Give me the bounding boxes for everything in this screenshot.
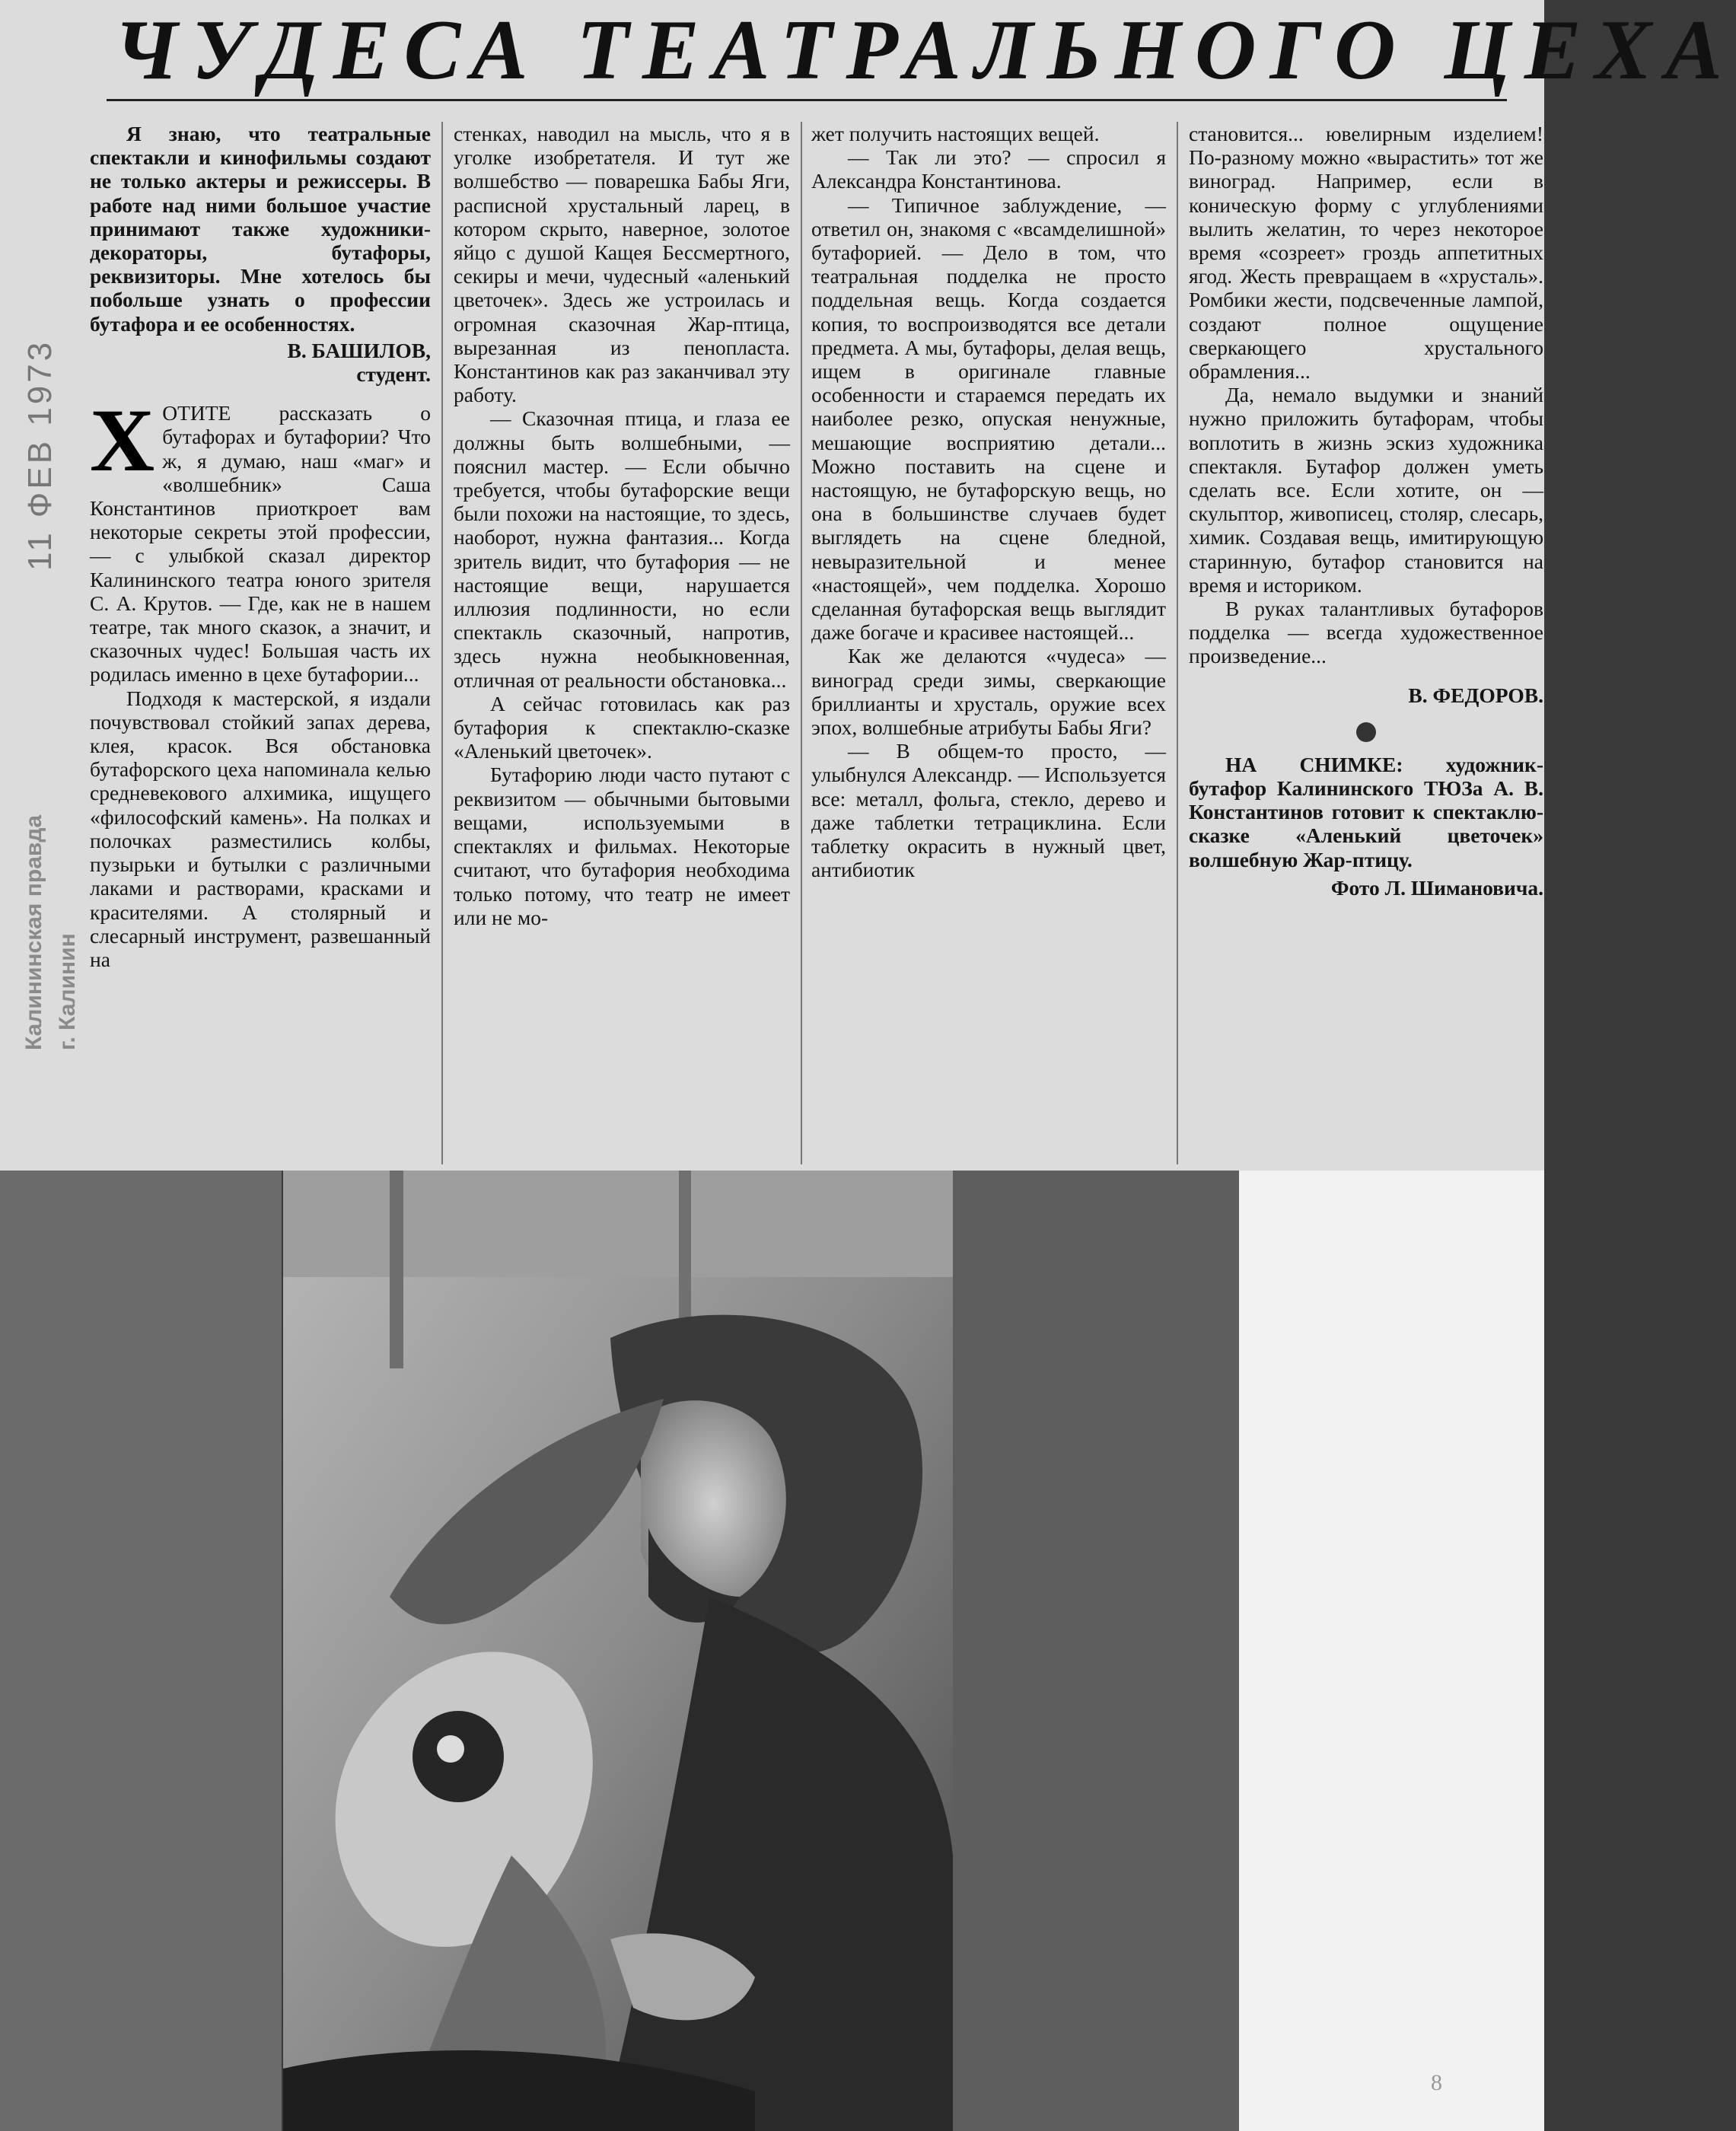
article-title: ЧУДЕСА ТЕАТРАЛЬНОГО ЦЕХА bbox=[114, 3, 1736, 97]
paragraph-13: Да, немало выдумки и знаний нужно приложить бутафорам, чтобы воплотить в жизнь эскиз художника спектакля. Бутафор должен уметь сделать все. Если хотите, он — скульптор, живописец, столяр, слесарь, химик. Создавая вещь, имитирующую старинную, бутафор становится на время и историком. bbox=[1189, 383, 1543, 597]
paragraph-5: А сейчас готовилась как раз бутафория к спектаклю-сказке «Аленький цветочек». bbox=[454, 691, 790, 763]
background-paper bbox=[1239, 1171, 1544, 2131]
paragraph-4: — Сказочная птица, и глаза ее должны быть волшебными, — пояснил мастер. — Если обычно требуется, чтобы бутафорские вещи были похожи на настоящие, то здесь, наоборот, нужна фантазия... Когда зритель видит, что бутафория — не настоящие вещи, нарушается иллюзия подлинности, но если спектакль сказочный, напротив, здесь нужна необыкновенная, отличная от реальности обстановка... bbox=[454, 406, 790, 692]
column-divider bbox=[801, 122, 802, 1164]
background-mount bbox=[0, 1171, 282, 2131]
column-divider bbox=[1177, 122, 1178, 1164]
column-4 bbox=[1189, 122, 1543, 1164]
paragraph-7: жет получить настоящих вещей. bbox=[811, 122, 1100, 145]
paragraph-1-text: ОТИТЕ рассказать о бутафорах и бутафории? Что ж, я думаю, наш «маг» и «волшебник» Саша Константинов приоткроет вам некоторые секреты этой профессии, — с улыбкой сказал директор Калининского театра юного зрителя С. А. Крутов. — Где, как не в нашем театре, так много сказок, а значит, и сказочных чудес! Большая часть их родилась именно в цехе бутафории... bbox=[90, 401, 431, 686]
stamp-date: 11 ФЕВ 1973 bbox=[21, 339, 59, 571]
title-rule bbox=[107, 99, 1507, 101]
article-author: В. ФЕДОРОВ. bbox=[1408, 683, 1543, 707]
stamp-city: г. Калинин bbox=[55, 933, 80, 1050]
paragraph-2: Подходя к мастерской, я издали почувствовал стойкий запах дерева, клея, красок. Вся обстановка бутафорского цеха напоминала келью средневекового алхимика, ищущего «философский камень». На полках и полочках разместились колбы, пузырьки и бутылки с различными лаками и растворами, красками и красителями. А столярный и слесарный инструмент, развешанный на bbox=[90, 686, 431, 971]
window-light bbox=[283, 1171, 953, 1277]
paragraph-14: В руках талантливых бутафоров подделка — всегда художественное произведение... bbox=[1189, 597, 1543, 668]
paragraph-6: Бутафорию люди часто путают с реквизитом — обычными бытовыми вещами, используемыми в спектаклях и фильмах. Некоторые считают, что бутафория необходима только потому, что театр не имеет или не мо- bbox=[454, 763, 790, 929]
photo-caption: НА СНИМКЕ: художник-бутафор Калининского ТЮЗа А. В. Константинов готовит к спектаклю-сказке «Аленький цветочек» волшебную Жар-птицу. bbox=[1189, 752, 1543, 871]
firebird-eye-highlight bbox=[437, 1735, 464, 1763]
page-number: 8 bbox=[1431, 2070, 1442, 2095]
column-3 bbox=[811, 122, 1166, 1164]
column-divider bbox=[441, 122, 443, 1164]
lead-author-role: студент. bbox=[356, 362, 431, 387]
window-frame bbox=[679, 1171, 691, 1338]
drop-cap: Х bbox=[90, 390, 155, 491]
paragraph-10: Как же делаются «чудеса» — виноград среди зимы, сверкающие бриллианты и хрусталь, оружие всех эпох, волшебные атрибуты Бабы Яги? bbox=[811, 644, 1166, 740]
paragraph-1 bbox=[90, 390, 431, 686]
paragraph-12: становится... ювелирным изделием! По-разному можно «вырастить» тот же виноград. Например, если в коническую форму с углублениями вылить желатин, то через некоторое время «созреет» гроздь аппетитных ягод. Жесть превращаем в «хрусталь». Ромбики жести, подсвеченные лампой, создают полное ощущение сверкающего хрустального обрамления... bbox=[1189, 122, 1543, 384]
separator-dot bbox=[1356, 722, 1376, 742]
paragraph-8: — Так ли это? — спросил я Александра Константинова. bbox=[811, 145, 1166, 193]
stamp-newspaper: Калининская правда bbox=[21, 814, 46, 1050]
column-1 bbox=[90, 122, 431, 1164]
column-2 bbox=[454, 122, 790, 1164]
lead-paragraph: Я знаю, что театральные спектакли и кинофильмы создают не только актеры и режиссеры. В работе над ними большое участие принимают также художники-декораторы, бутафоры, реквизиторы. Мне хотелось бы побольше узнать о профессии бутафора и ее особенностях. bbox=[90, 122, 431, 336]
photo-credit: Фото Л. Шимановича. bbox=[1330, 875, 1543, 900]
paragraph-9: — Типичное заблуждение, — ответил он, знакомя с «всамделишной» бутафорией. — Дело в том, что театральная подделка не просто поддельная вещь. Когда создается копия, то воспроизводятся все детали предмета. А мы, бутафоры, делая вещь, ищем в оригинале главные особенности и стараемся передать их наиболее резко, опуская ненужные, мешающие восприятию детали... Можно поставить на сцене и настоящую, не бутафорскую вещь, но она в большинстве случаев будет выглядеть на сцене бледной, невыразительной и менее «настоящей», чем подделка. Хорошо сделанная бутафорская вещь выглядит даже богаче и красивее настоящей... bbox=[811, 193, 1166, 645]
window-frame bbox=[390, 1171, 403, 1368]
paragraph-11: — В общем-то просто, — улыбнулся Александр. — Используется все: металл, фольга, стекло, дерево и даже таблетки тетрациклина. Если таблетку окрасить в нужный цвет, антибиотик bbox=[811, 739, 1166, 882]
article-photo bbox=[283, 1171, 953, 2131]
paragraph-3: стенках, наводил на мысль, что я в уголке изобретателя. И тут же волшебство — поварешка Бабы Яги, расписной хрустальный ларец, в котором скрыто, наверное, золотое яйцо с душой Кащея Бессмертного, секиры и мечи, чудесный «аленький цветочек». Здесь же устроилась и огромная сказочная Жар-птица, вырезанная из пенопласта. Константинов как раз заканчивал эту работу. bbox=[454, 122, 790, 407]
lead-author: В. БАШИЛОВ, bbox=[287, 338, 431, 362]
background-mount bbox=[953, 1171, 1239, 2131]
